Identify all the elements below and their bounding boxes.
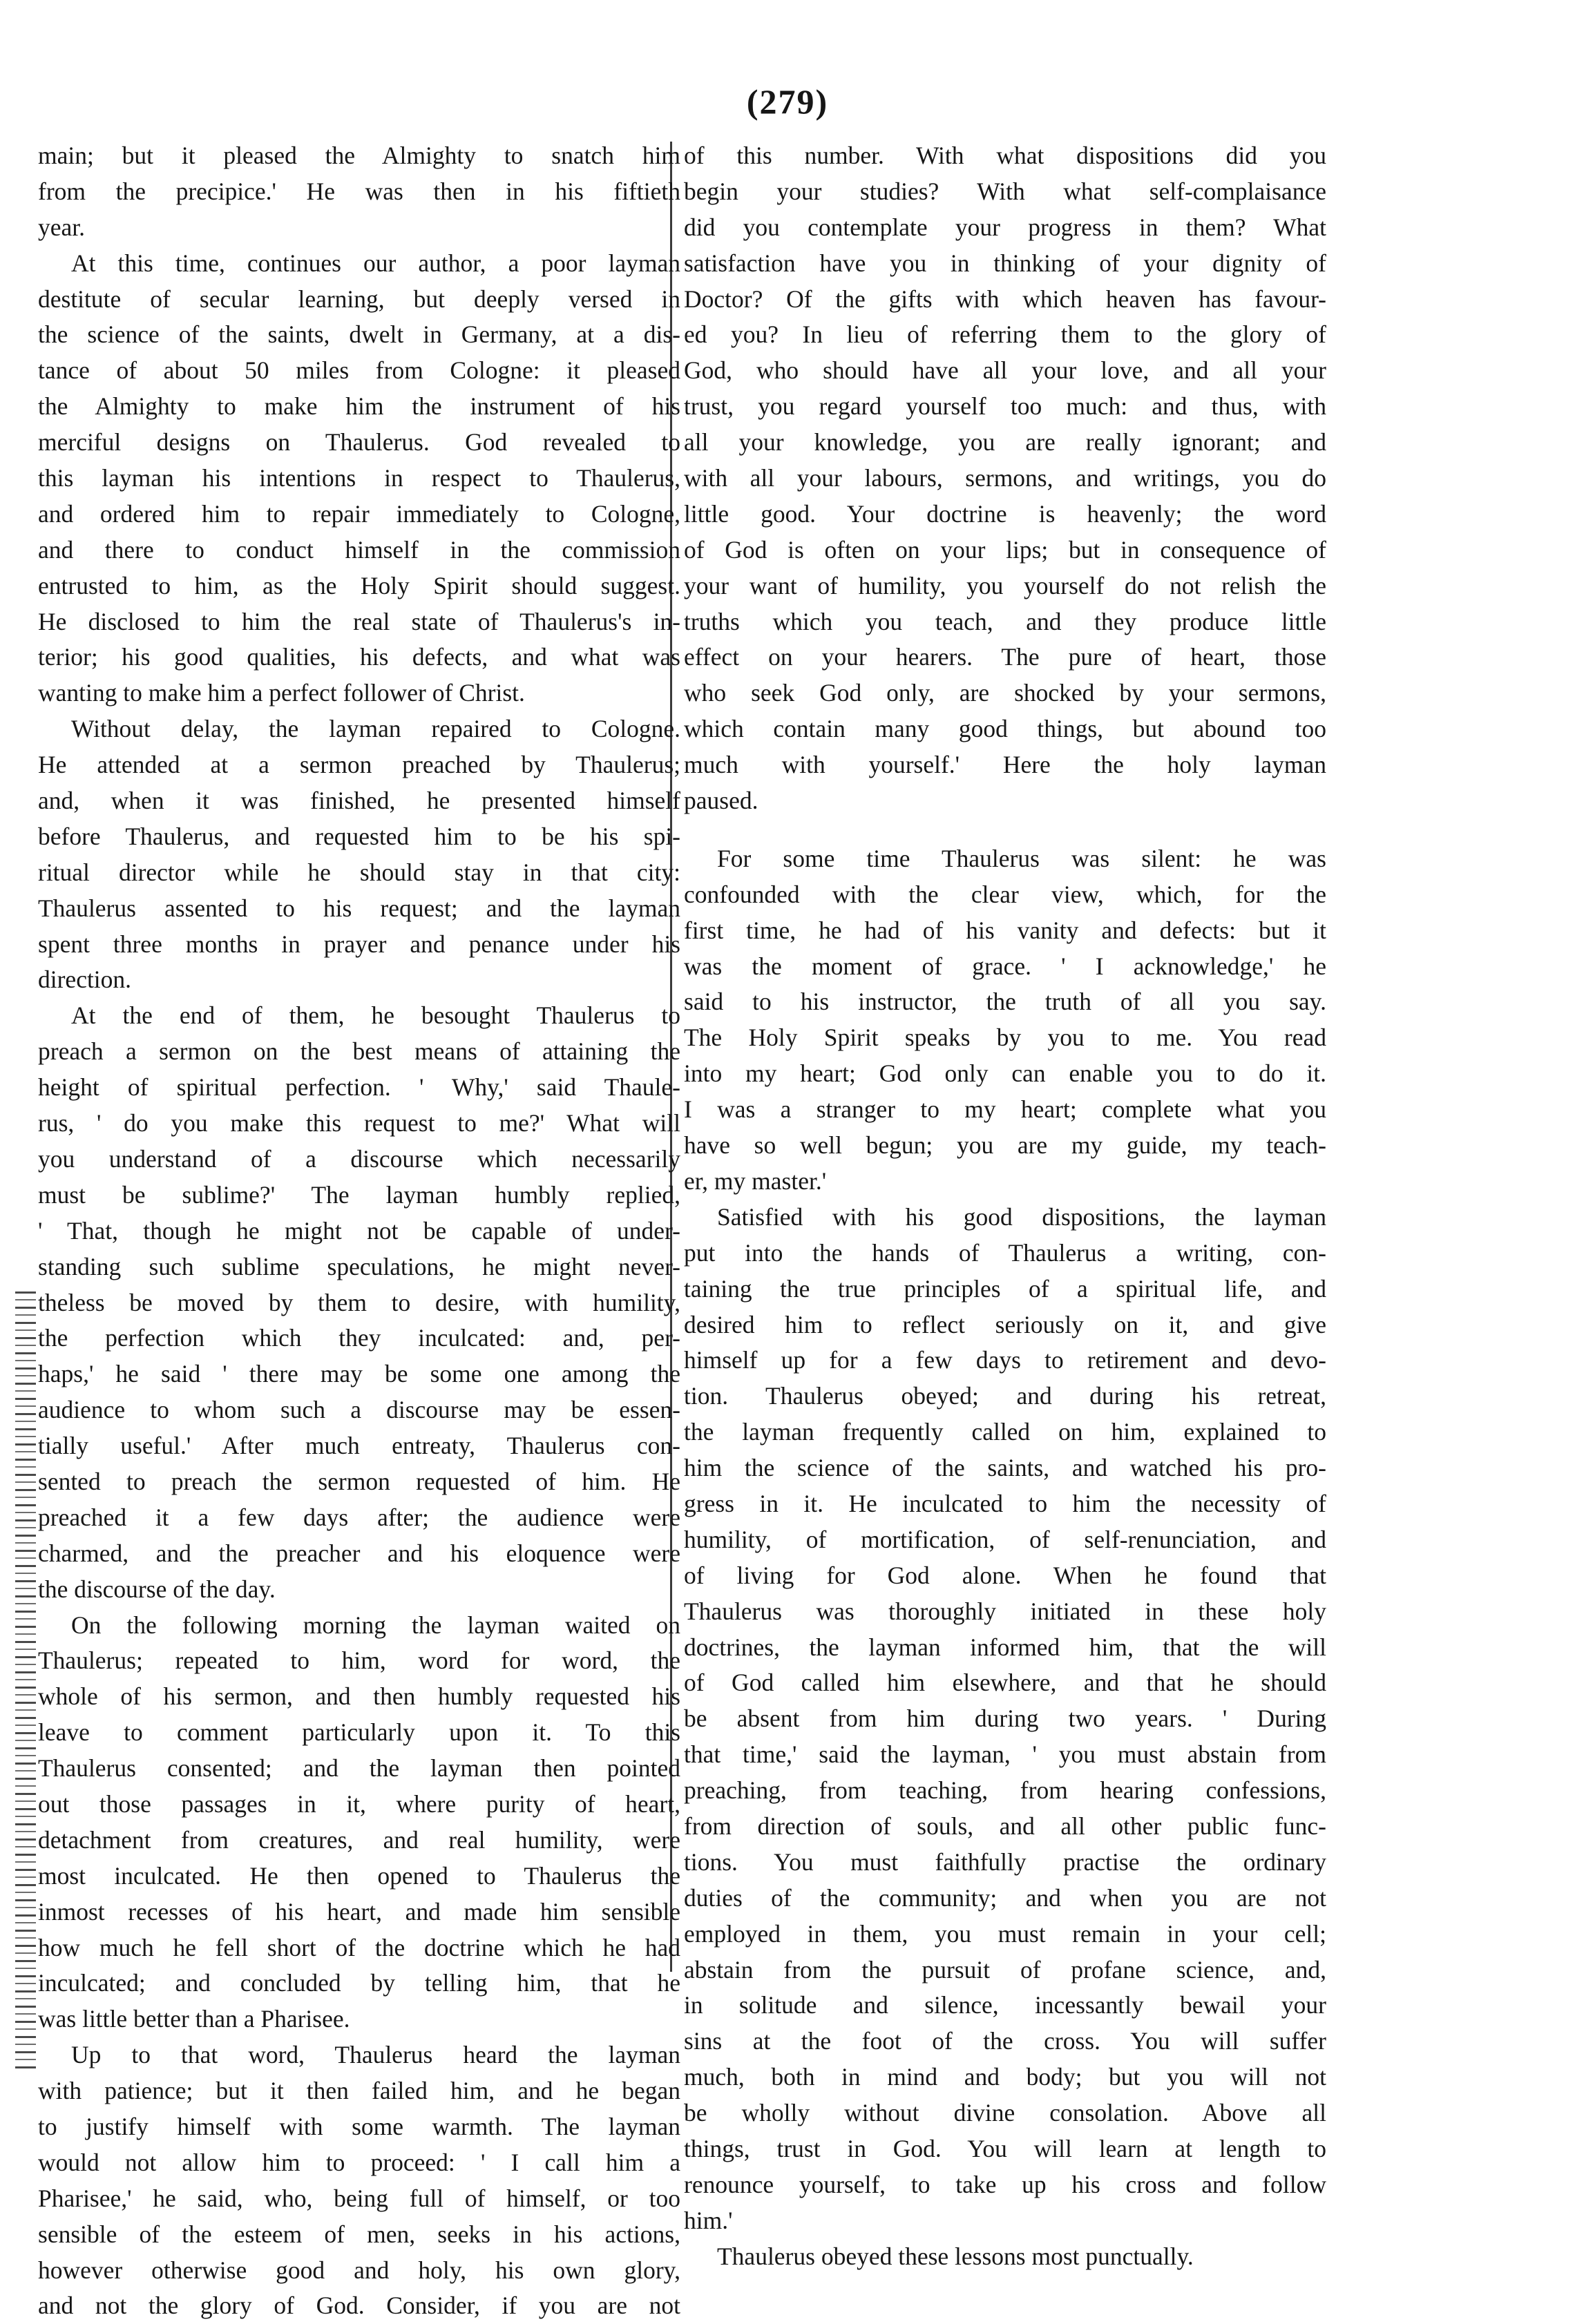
left-column-text-line: Up to that word, Thaulerus heard the layman xyxy=(71,2041,680,2069)
right-column-text-line: desired him to reflect seriously on it, and give xyxy=(684,1310,1326,1338)
right-column-text-line: of living for God alone. When he found that xyxy=(684,1561,1326,1589)
right-column-text-line: put into the hands of Thaulerus a writing, con- xyxy=(684,1238,1326,1267)
left-column-text-line: preach a sermon on the best means of attaining the xyxy=(38,1037,680,1066)
left-column-text-line: direction. xyxy=(38,966,132,994)
right-column-text-line: I was a stranger to my heart; complete what you xyxy=(684,1095,1326,1124)
right-column-text-line: Doctor? Of the gifts with which heaven has favour- xyxy=(684,285,1326,313)
left-column-text-line: would not allow him to proceed: ' I call him a xyxy=(38,2148,680,2176)
right-column-text-line: himself up for a few days to retirement and devo- xyxy=(684,1346,1326,1374)
left-column-text-line: theless be moved by them to desire, with humility, xyxy=(38,1288,680,1316)
right-column-text-line: much with yourself.' Here the holy layman xyxy=(684,751,1326,779)
right-column-text-line: God, who should have all your love, and all your xyxy=(684,356,1326,385)
left-column-text-line: the discourse of the day. xyxy=(38,1575,276,1603)
right-column-text-line: renounce yourself, to take up his cross and follow xyxy=(684,2170,1326,2198)
left-column-text-line: At this time, continues our author, a poor layman xyxy=(71,249,680,277)
left-column-text-line: terior; his good qualities, his defects, and what was xyxy=(38,643,680,671)
left-column-text-line: tially useful.' After much entreaty, Thaulerus con- xyxy=(38,1432,680,1460)
right-column-text-line: doctrines, the layman informed him, that the will xyxy=(684,1633,1326,1661)
left-column-text-line: Without delay, the layman repaired to Cologne. xyxy=(71,715,680,743)
left-column-text-line: with patience; but it then failed him, and he began xyxy=(38,2077,680,2105)
left-column xyxy=(38,138,680,2324)
left-column-text-line: most inculcated. He then opened to Thaulerus the xyxy=(38,1861,680,1890)
left-column-text-line: Thaulerus consented; and the layman then pointed xyxy=(38,1754,680,1783)
page-number: (279) xyxy=(746,82,829,121)
left-column-text-line: merciful designs on Thaulerus. God revealed to xyxy=(38,428,680,457)
right-column-text-line: into my heart; God only can enable you to do it. xyxy=(684,1059,1326,1088)
right-column-text-line: paused. xyxy=(684,787,758,815)
right-column xyxy=(684,138,1326,2275)
left-column-text-line: At the end of them, he besought Thaulerus to xyxy=(71,1001,680,1030)
right-column-text-line: of God called him elsewhere, and that he should xyxy=(684,1669,1326,1697)
right-column-text-line: preaching, from teaching, from hearing confessions, xyxy=(684,1776,1326,1805)
left-column-text-line: you understand of a discourse which necessarily xyxy=(38,1144,680,1173)
left-column-text-line: Thaulerus; repeated to him, word for word, the xyxy=(38,1646,680,1675)
right-column-text-line: your want of humility, you yourself do not relish the xyxy=(684,571,1326,599)
right-column-text-line: that time,' said the layman, ' you must abstain from xyxy=(684,1740,1326,1769)
left-column-text-line: was little better than a Pharisee. xyxy=(38,2005,350,2033)
right-column-text-line: did you contemplate your progress in them? What xyxy=(684,213,1326,241)
right-column-text-line: from direction of souls, and all other public func- xyxy=(684,1812,1326,1840)
right-column-paragraph-gap xyxy=(684,819,1326,841)
left-column-text-line: must be sublime?' The layman humbly replied, xyxy=(38,1180,680,1209)
right-column-text-line: duties of the community; and when you are not xyxy=(684,1883,1326,1912)
right-column-text-line: be wholly without divine consolation. Above all xyxy=(684,2099,1326,2127)
right-column-text-line: taining the true principles of a spiritual life, and xyxy=(684,1274,1326,1303)
right-column-text-line: first time, he had of his vanity and defects: but it xyxy=(684,916,1326,944)
binding-edge-artifact xyxy=(15,1291,36,2072)
right-column-text-line: of this number. With what dispositions did you xyxy=(684,142,1326,169)
left-column-text-line: to justify himself with some warmth. The layman xyxy=(38,2112,680,2140)
left-column-text-line: ' That, though he might not be capable of under- xyxy=(38,1216,680,1245)
right-column-text-line: which contain many good things, but abound too xyxy=(684,715,1326,743)
right-column-text-line: confounded with the clear view, which, for the xyxy=(684,880,1326,908)
left-column-text-line: entrusted to him, as the Holy Spirit should suggest. xyxy=(38,571,680,599)
right-column-text-line: things, trust in God. You will learn at length to xyxy=(684,2134,1326,2162)
left-column-text-line: charmed, and the preacher and his eloquence were xyxy=(38,1539,680,1567)
right-column-text-line: gress in it. He inculcated to him the necessity of xyxy=(684,1489,1326,1517)
left-column-text-line: ritual director while he should stay in that city: xyxy=(38,858,680,886)
left-column-text-line: destitute of secular learning, but deeply versed in xyxy=(38,285,680,313)
left-column-text-line: from the precipice.' He was then in his fiftieth xyxy=(38,177,680,205)
right-column-text-line: the layman frequently called on him, explained to xyxy=(684,1418,1326,1446)
left-column-text-line: inculcated; and concluded by telling him, that he xyxy=(38,1969,680,1997)
right-column-text-line: The Holy Spirit speaks by you to me. You read xyxy=(684,1024,1326,1052)
right-column-text-line: abstain from the pursuit of profane science, and, xyxy=(684,1955,1326,1984)
left-column-text-line: the Almighty to make him the instrument of his xyxy=(38,392,680,421)
left-column-text-line: audience to whom such a discourse may be essen- xyxy=(38,1396,680,1424)
left-column-text-line: standing such sublime speculations, he might never- xyxy=(38,1252,680,1280)
left-column-text-line: preached it a few days after; the audience were xyxy=(38,1503,680,1531)
left-column-text-line: and not the glory of God. Consider, if you are not xyxy=(38,2292,680,2320)
left-column-text-line: inmost recesses of his heart, and made him sensible xyxy=(38,1897,680,1926)
right-column-text-line: er, my master.' xyxy=(684,1166,827,1195)
left-column-text-line: On the following morning the layman waited on xyxy=(71,1611,680,1639)
right-column-text-line: much, both in mind and body; but you will not xyxy=(684,2063,1326,2091)
left-column-text-line: sented to preach the sermon requested of him. He xyxy=(38,1467,680,1495)
left-column-text-line: and ordered him to repair immediately to Cologne, xyxy=(38,499,680,528)
right-column-text-line: employed in them, you must remain in your cell; xyxy=(684,1919,1326,1948)
right-column-text-line: For some time Thaulerus was silent: he was xyxy=(717,844,1326,872)
left-column-text-line: spent three months in prayer and penance under his xyxy=(38,930,680,958)
left-column-text-line: out those passages in it, where purity of heart, xyxy=(38,1789,680,1818)
left-column-text-line: height of spiritual perfection. ' Why,' said Thaule- xyxy=(38,1073,680,1102)
right-column-text-line: said to his instructor, the truth of all you say. xyxy=(684,988,1326,1016)
left-column-text-line: rus, ' do you make this request to me?' What will xyxy=(38,1109,680,1137)
right-column-text-line: sins at the foot of the cross. You will suffer xyxy=(684,2027,1326,2055)
left-column-text-line: Thaulerus assented to his request; and the layman xyxy=(38,894,680,922)
right-column-text-line: all your knowledge, you are really ignorant; and xyxy=(684,428,1326,457)
left-column-text-line: He disclosed to him the real state of Thaulerus's in- xyxy=(38,607,680,635)
left-column-text-line: Pharisee,' he said, who, being full of himself, or too xyxy=(38,2184,680,2212)
right-column-text-line: of God is often on your lips; but in consequence of xyxy=(684,535,1326,564)
left-column-text-line: this layman his intentions in respect to Thaulerus, xyxy=(38,464,680,492)
right-column-text-line: humility, of mortification, of self-renunciation, and xyxy=(684,1525,1326,1553)
right-column-text-line: Satisfied with his good dispositions, the layman xyxy=(717,1202,1326,1231)
left-column-text-line: sensible of the esteem of men, seeks in his actions, xyxy=(38,2220,680,2248)
right-column-text-line: little good. Your doctrine is heavenly; the word xyxy=(684,499,1326,528)
right-column-text-line: who seek God only, are shocked by your sermons, xyxy=(684,679,1326,707)
right-column-text-line: was the moment of grace. ' I acknowledge,' he xyxy=(684,952,1326,980)
left-column-text-line: the science of the saints, dwelt in Germany, at a dis- xyxy=(38,320,680,349)
left-column-text-line: tance of about 50 miles from Cologne: it pleased xyxy=(38,356,680,385)
right-column-text-line: tions. You must faithfully practise the ordinary xyxy=(684,1847,1326,1876)
left-column-text-line: year. xyxy=(38,213,86,241)
right-column-text-line: begin your studies? With what self-complaisance xyxy=(684,177,1326,205)
left-column-text-line: whole of his sermon, and then humbly requested his xyxy=(38,1682,680,1711)
left-column-text-line: detachment from creatures, and real humility, were xyxy=(38,1825,680,1854)
right-column-text-line: tion. Thaulerus obeyed; and during his retreat, xyxy=(684,1382,1326,1410)
right-column-text-line: trust, you regard yourself too much: and thus, with xyxy=(684,392,1326,421)
right-column-text-line: him the science of the saints, and watched his pro- xyxy=(684,1454,1326,1482)
right-column-text-line: with all your labours, sermons, and writings, you do xyxy=(684,464,1326,492)
left-column-text-line: He attended at a sermon preached by Thaulerus; xyxy=(38,751,680,779)
right-column-text-line: be absent from him during two years. ' During xyxy=(684,1704,1326,1733)
right-column-text-line: truths which you teach, and they produce little xyxy=(684,607,1326,635)
left-column-text-line: before Thaulerus, and requested him to be his spi- xyxy=(38,822,680,850)
left-column-text-line: wanting to make him a perfect follower of Christ. xyxy=(38,679,525,707)
left-column-text-line: how much he fell short of the doctrine which he had xyxy=(38,1933,680,1961)
left-column-text-line: main; but it pleased the Almighty to snatch him xyxy=(38,142,680,169)
right-column-text-line: in solitude and silence, incessantly bewail your xyxy=(684,1991,1326,2019)
right-column-text-line: satisfaction have you in thinking of your dignity of xyxy=(684,249,1326,277)
right-column-text-line: have so well begun; you are my guide, my teach- xyxy=(684,1131,1326,1160)
right-column-text-line: him.' xyxy=(684,2206,733,2234)
left-column-text-line: and there to conduct himself in the commission xyxy=(38,535,680,564)
left-column-text-line: leave to comment particularly upon it. To this xyxy=(38,1718,680,1747)
right-column-text-line: ed you? In lieu of referring them to the glory of xyxy=(684,320,1326,349)
left-column-text-line: the perfection which they inculcated: and, per- xyxy=(38,1324,680,1352)
left-column-text-line: and, when it was finished, he presented himself xyxy=(38,787,680,815)
left-column-text-line: haps,' he said ' there may be some one among the xyxy=(38,1360,680,1388)
right-column-text-line: Thaulerus was thoroughly initiated in these holy xyxy=(684,1597,1326,1625)
right-column-text-line: Thaulerus obeyed these lessons most punctually. xyxy=(717,2242,1194,2270)
left-column-text-line: however otherwise good and holy, his own glory, xyxy=(38,2256,680,2284)
right-column-text-line: effect on your hearers. The pure of heart, those xyxy=(684,643,1326,671)
